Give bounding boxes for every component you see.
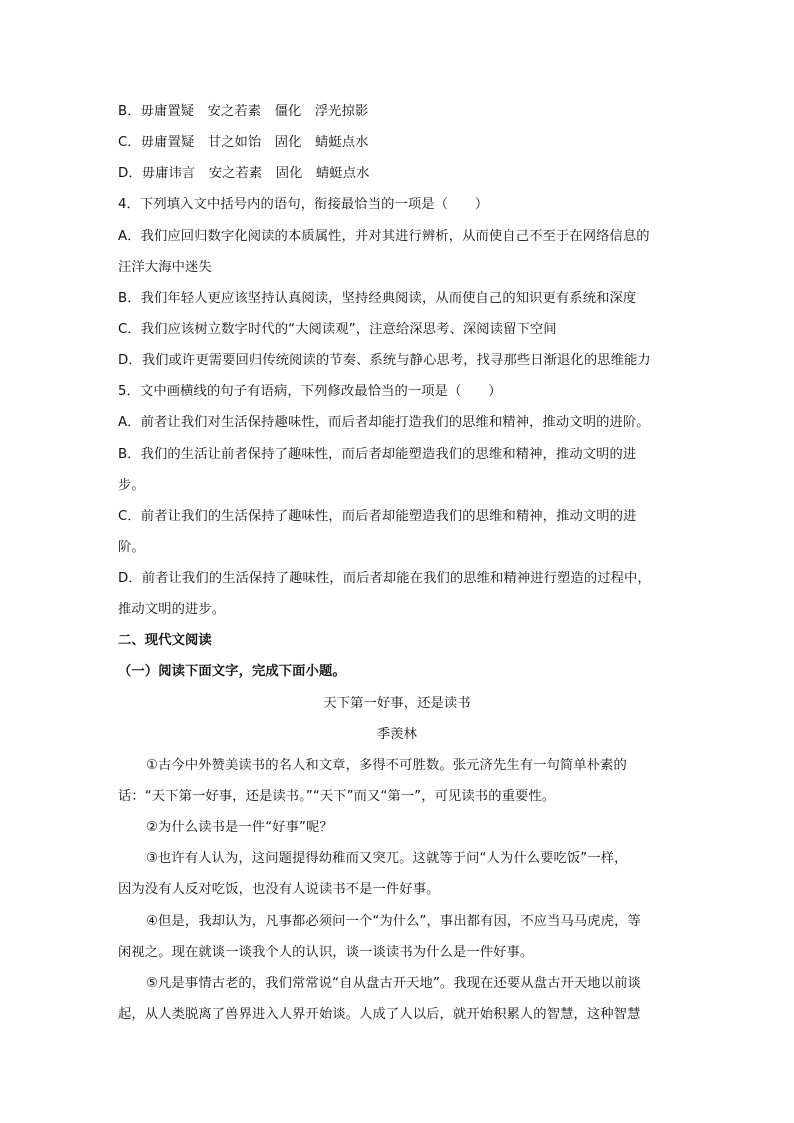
question-5-option-b: B．我们的生活让前者保持了趣味性，而后者却能塑造我们的思维和精神，推动文明的进 [118,447,637,462]
paragraph-3: ③也许有人认为，这问题提得幼稚而又突兀。这就等于问“人为什么要吃饭”一样， [146,851,628,866]
option-d-line: D．毋庸讳言 安之若素 固化 蜻蜓点水 [118,166,370,181]
paragraph-4: ④但是，我却认为，凡事都必须问一个“为什么”，事出都有因，不应当马马虎虎，等 [146,914,641,929]
subsection-title: （一）阅读下面文字，完成下面小题。 [118,664,346,679]
paragraph-5: ⑤凡是事情古老的，我们常常说“自从盘古开天地”。我现在还要从盘古开天地以前谈 [146,976,641,991]
question-5-option-d-cont: 推动文明的进步。 [118,602,226,617]
question-5-option-c-cont: 阶。 [118,540,145,555]
paragraph-4-cont: 闲视之。现在就谈一谈我个人的认识，谈一谈读书为什么是一件好事。 [118,945,534,960]
paragraph-1-cont: 话：“天下第一好事，还是读书。”“天下”而又“第一”，可见读书的重要性。 [118,789,556,804]
question-4-option-c: C．我们应该树立数字时代的“大阅读观”，注意给深思考、深阅读留下空间 [118,322,557,337]
section-title: 二、现代文阅读 [118,633,212,648]
question-5-option-d: D．前者让我们的生活保持了趣味性，而后者却能在我们的思维和精神进行塑造的过程中， [118,571,651,586]
question-4-option-b: B．我们年轻人更应该坚持认真阅读，坚持经典阅读，从而使自己的知识更有系统和深度 [118,291,637,306]
question-5: 5．文中画横线的句子有语病，下列修改最恰当的一项是（ ） [118,384,502,399]
question-4: 4．下列填入文中括号内的语句，衔接最恰当的一项是（ ） [118,197,489,212]
paragraph-5-cont: 起，从人类脱离了兽界进入人界开始谈。人成了人以后，就开始积累人的智慧，这种智慧 [118,1007,641,1022]
question-5-option-c: C．前者让我们的生活保持了趣味性，而后者却能塑造我们的思维和精神，推动文明的进 [118,509,637,524]
paragraph-3-cont: 因为没有人反对吃饭，也没有人说读书不是一件好事。 [118,882,440,897]
paragraph-2: ②为什么读书是一件“好事”呢？ [146,820,333,835]
option-b-line: B．毋庸置疑 安之若素 僵化 浮光掠影 [118,104,369,119]
question-5-option-b-cont: 步。 [118,478,145,493]
paragraph-1: ①古今中外赞美读书的名人和文章，多得不可胜数。张元济先生有一句简单朴素的 [146,758,627,773]
question-4-option-a: A．我们应回归数字化阅读的本质属性，并对其进行辨析，从而使自己不至于在网络信息的 [118,229,650,244]
article-title: 天下第一好事，还是读书 [323,696,471,711]
question-5-option-a: A．前者让我们对生活保持趣味性，而后者却能打造我们的思维和精神，推动文明的进阶。 [118,415,650,430]
question-4-option-a-cont: 汪洋大海中迷失 [118,260,212,275]
question-4-option-d: D．我们或许更需要回归传统阅读的节奏、系统与静心思考，找寻那些日渐退化的思维能力 [118,353,651,368]
option-c-line: C．毋庸置疑 甘之如饴 固化 蜻蜓点水 [118,135,369,150]
article-author: 季羡林 [376,727,418,742]
